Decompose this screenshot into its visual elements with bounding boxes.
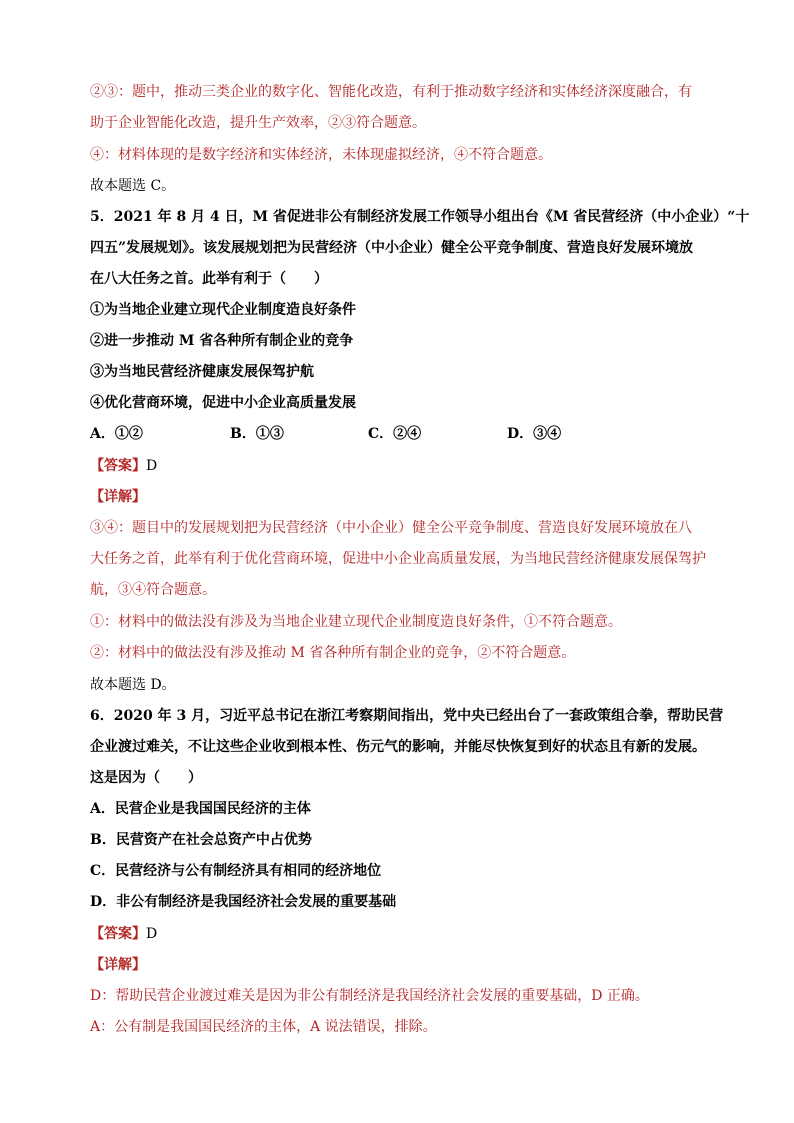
q5-item-2: ②进一步推动 M 省各种所有制企业的竞争 [90, 333, 354, 349]
q6-answer [90, 924, 157, 944]
q6-stem-line3: 这是因为（ ） [90, 770, 202, 786]
q5-option-c: C．②④ [368, 426, 422, 442]
q5-stem-line2: 四五”发展规划》。该发展规划把为民营经济（中小企业）健全公平竞争制度、营造良好发展环境放 [90, 240, 694, 256]
q5-conclusion: 故本题选 D。 [90, 677, 176, 693]
q5-option-a: A．①② [90, 426, 143, 442]
q6-analysis-a: A：公有制是我国国民经济的主体，A 说法错误，排除。 [90, 1019, 437, 1035]
q5-analysis-1: ①：材料中的做法没有涉及为当地企业建立现代企业制度造良好条件，①不符合题意。 [90, 614, 622, 630]
q5-stem-line3: 在八大任务之首。此举有利于（ ） [90, 271, 328, 287]
q5-answer-value: D [146, 458, 158, 474]
q5-analysis-34-line1: ③④：题目中的发展规划把为民营经济（中小企业）健全公平竞争制度、营造良好发展环境放在八 [90, 520, 692, 536]
q5-detail-label: 【详解】 [90, 489, 146, 505]
q6-detail-label: 【详解】 [90, 957, 146, 973]
q5-answer [90, 456, 157, 476]
q5-stem-line1: 5．2021 年 8 月 4 日，M 省促进非公有制经济发展工作领导小组出台《M 省民营经济（中小企业）“十 [90, 209, 750, 225]
q5-item-1: ①为当地企业建立现代企业制度造良好条件 [90, 302, 356, 318]
q4-analysis-23-line1: ②③：题中，推动三类企业的数字化、智能化改造，有利于推动数字经济和实体经济深度融合，有 [90, 84, 692, 100]
q4-analysis-23-line2: 助于企业智能化改造，提升生产效率，②③符合题意。 [90, 115, 426, 131]
q6-option-d: D．非公有制经济是我国经济社会发展的重要基础 [90, 894, 397, 910]
q5-option-d: D．③④ [507, 426, 562, 442]
q4-conclusion: 故本题选 C。 [90, 178, 176, 194]
q6-stem-line1: 6．2020 年 3 月，习近平总书记在浙江考察期间指出，党中央已经出台了一套政策组合拳，帮助民营 [90, 708, 724, 724]
q6-analysis-d: D：帮助民营企业渡过难关是因为非公有制经济是我国经济社会发展的重要基础，D 正确。 [90, 988, 649, 1004]
q5-analysis-34-line2: 大任务之首，此举有利于优化营商环境，促进中小企业高质量发展，为当地民营经济健康发展保驾护 [90, 551, 706, 567]
q6-answer-label: 【答案】 [90, 926, 146, 942]
q6-option-b: B．民营资产在社会总资产中占优势 [90, 832, 312, 848]
q5-answer-label: 【答案】 [90, 458, 146, 474]
q6-option-c: C．民营经济与公有制经济具有相同的经济地位 [90, 863, 382, 879]
q6-stem-line2: 企业渡过难关，不让这些企业收到根本性、伤元气的影响，并能尽快恢复到好的状态且有新的发展。 [90, 739, 706, 755]
q6-answer-value: D [146, 926, 158, 942]
q6-option-a: A．民营企业是我国国民经济的主体 [90, 801, 311, 817]
q5-item-4: ④优化营商环境，促进中小企业高质量发展 [90, 395, 356, 411]
q5-analysis-34-line3: 航，③④符合题意。 [90, 582, 216, 598]
q5-item-3: ③为当地民营经济健康发展保驾护航 [90, 364, 314, 380]
q4-analysis-4: ④：材料体现的是数字经济和实体经济，未体现虚拟经济，④不符合题意。 [90, 147, 552, 163]
q5-analysis-2: ②：材料中的做法没有涉及推动 M 省各种所有制企业的竞争，②不符合题意。 [90, 645, 576, 661]
q5-option-b: B．①③ [230, 426, 284, 442]
